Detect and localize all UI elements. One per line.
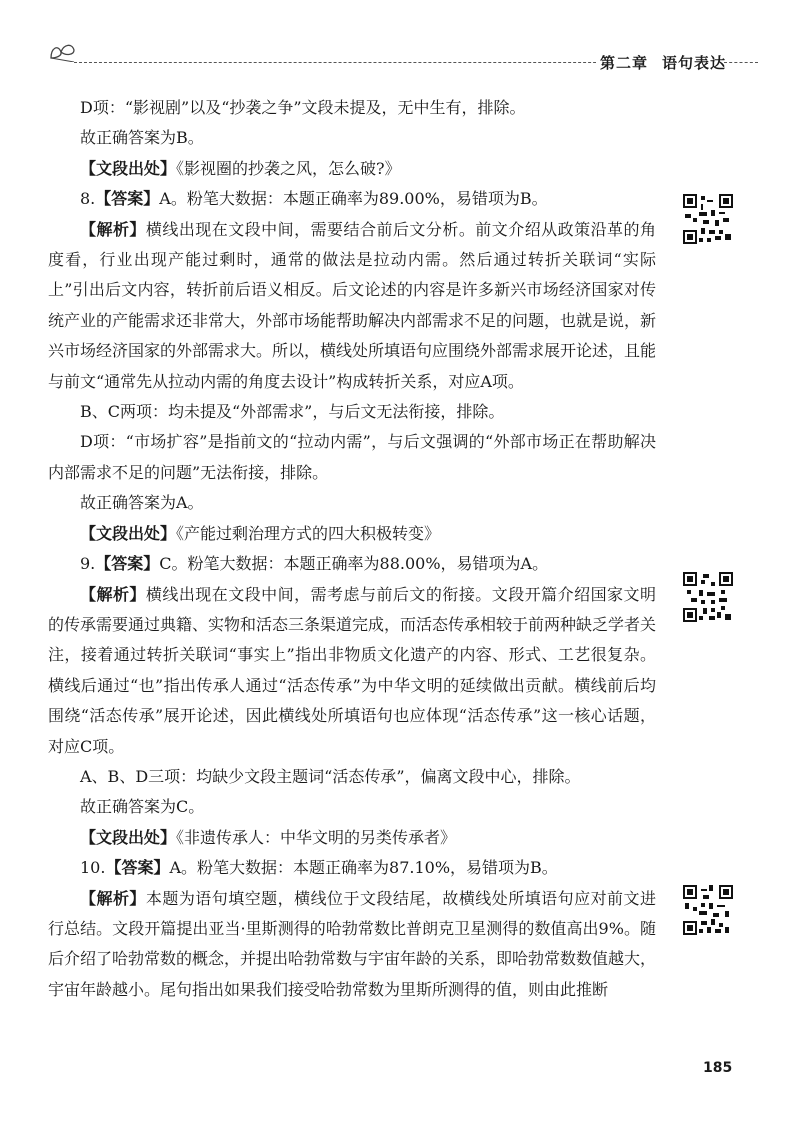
explanation-text: 横线出现在文段中间，需考虑与前后文的衔接。文段开篇介绍国家文明的传承需要通过典籍、实物和活态三条渠道完成，而活态传承相较于前两种缺乏学者关注，接着通过转折关联词“事实上”指出非物质文化遗产的内容、形式、工艺很复杂。横线后通过“也”指出传承人通过“活态传承”为中华文明的延续做出贡献。横线前后均围绕“活态传承”展开论述，因此横线处所填语句也应体现“活态传承”这一核心话题，对应C项。 xyxy=(48,584,657,756)
header-rule xyxy=(74,62,646,63)
paragraph: 故正确答案为C。 xyxy=(80,797,205,817)
source-label: 【文段出处】 xyxy=(80,158,177,178)
explanation-text: 本题为语句填空题，横线位于文段结尾，故横线处所填语句应对前文进行总结。文段开篇提出亚当·里斯测得的哈勃常数比普朗克卫星测得的数值高出9%。随后介绍了哈勃常数的概念，并提出哈勃常数与宇宙年龄的关系，即哈勃常数数值越大，宇宙年龄越小。尾句指出如果我们接受哈勃常数为里斯所测得的值，则由此推断 xyxy=(48,888,657,999)
leaf-icon xyxy=(48,40,78,62)
qr-code-icon xyxy=(683,194,733,244)
source-label: 【文段出处】 xyxy=(80,523,177,543)
answer-line xyxy=(48,184,656,214)
source-line xyxy=(48,519,656,549)
explanation-label: 【解析】 xyxy=(80,219,146,239)
paragraph: B、C两项：均未提及“外部需求”，与后文无法衔接，排除。 xyxy=(80,402,505,422)
source-line xyxy=(48,823,656,853)
answer-label: 【答案】 xyxy=(95,189,160,209)
page-header xyxy=(48,40,758,80)
paragraph: D项：“市场扩容”是指前文的“拉动内需”，与后文强调的“外部市场正在帮助解决内部需求不足的问题”无法衔接，排除。 xyxy=(48,432,656,482)
explanation-label: 【解析】 xyxy=(80,888,146,908)
answer-label: 【答案】 xyxy=(105,858,170,878)
page-body xyxy=(48,93,656,1005)
answer-line xyxy=(48,853,656,883)
paragraph: 故正确答案为B。 xyxy=(80,128,204,148)
paragraph: 故正确答案为A。 xyxy=(80,493,204,513)
explanation xyxy=(48,884,656,1006)
source-text: 《非遗传承人：中华文明的另类传承者》 xyxy=(176,827,457,847)
answer-line xyxy=(48,549,656,579)
chapter-number: 第二章 xyxy=(600,54,649,72)
source-label: 【文段出处】 xyxy=(80,827,177,847)
qr-code-icon xyxy=(683,885,733,935)
question-number: 10. xyxy=(80,858,106,878)
paragraph: A、B、D三项：均缺少文段主题词“活态传承”，偏离文段中心，排除。 xyxy=(80,766,581,786)
source-text: 《产能过剩治理方式的四大积极转变》 xyxy=(176,523,441,543)
qr-code-icon xyxy=(683,572,733,622)
chapter-title xyxy=(596,52,730,73)
page-number: 185 xyxy=(703,1060,733,1076)
source-line xyxy=(48,154,656,184)
section-title: 语句表达 xyxy=(662,54,727,72)
explanation-text: 横线出现在文段中间，需要结合前后文分析。前文介绍从政策沿革的角度看，行业出现产能过剩时，通常的做法是拉动内需。然后通过转折关联词“实际上”引出后文内容，转折前后语义相反。后文论述的内容是许多新兴市场经济国家对传统产业的产能需求还非常大，外部市场能帮助解决内部需求不足的问题，也就是说，新兴市场经济国家的外部需求大。所以，横线处所填语句应围绕外部需求展开论述，且能与前文“通常先从拉动内需的角度去设计”构成转折关系，对应A项。 xyxy=(48,219,657,391)
paragraph: D项：“影视剧”以及“抄袭之争”文段未提及，无中生有，排除。 xyxy=(80,98,526,117)
question-number: 8. xyxy=(80,189,96,209)
explanation xyxy=(48,580,656,762)
answer-text: A。粉笔大数据：本题正确率为89.00%，易错项为B。 xyxy=(159,189,548,209)
source-text: 《影视圈的抄袭之风，怎么破?》 xyxy=(176,158,401,178)
answer-text: C。粉笔大数据：本题正确率为88.00%，易错项为A。 xyxy=(159,554,549,574)
explanation-label: 【解析】 xyxy=(80,584,146,604)
answer-text: A。粉笔大数据：本题正确率为87.10%，易错项为B。 xyxy=(169,858,558,878)
answer-label: 【答案】 xyxy=(95,554,160,574)
question-number: 9. xyxy=(80,554,96,574)
explanation xyxy=(48,215,656,397)
header-rule-right xyxy=(724,62,758,63)
